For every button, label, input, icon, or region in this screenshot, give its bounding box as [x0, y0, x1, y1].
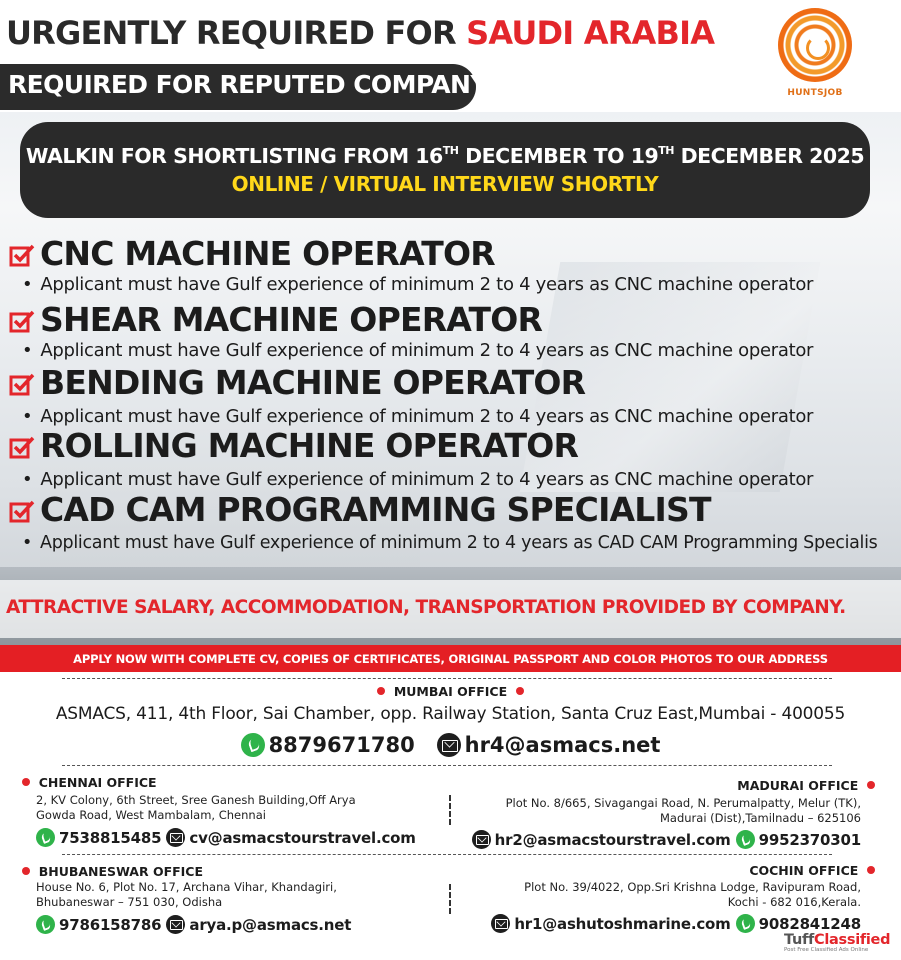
bullet-dot-icon [867, 781, 875, 789]
walkin-sup-1: TH [442, 144, 459, 157]
watermark-classified: Classified [814, 932, 891, 948]
job-title: ROLLING MACHINE OPERATOR [40, 426, 579, 465]
subtitle-bar [0, 64, 488, 110]
job-item [0, 363, 901, 425]
watermark-tagline: Post Free Classified Ads Online [784, 947, 869, 953]
madurai-contact [472, 830, 861, 849]
vertical-divider [449, 795, 451, 825]
madurai-office-title [737, 778, 875, 793]
tuffclassified-watermark [784, 932, 900, 960]
bhubaneswar-address-line1: House No. 6, Plot No. 17, Archana Vihar, Khandagiri, [36, 880, 337, 894]
chennai-title-text: CHENNAI OFFICE [38, 775, 157, 790]
job-item [0, 426, 901, 488]
whatsapp-icon [36, 915, 55, 934]
job-item [0, 234, 901, 296]
cochin-office-title [749, 863, 875, 878]
checkbox-icon [9, 500, 35, 524]
job-title: SHEAR MACHINE OPERATOR [40, 300, 543, 339]
email-icon [166, 915, 185, 934]
madurai-address-line2: Madurai (Dist),Tamilnadu – 625106 [659, 811, 861, 825]
bhubaneswar-office-title [22, 864, 203, 879]
cochin-address-line1: Plot No. 39/4022, Opp.Sri Krishna Lodge, Ravipuram Road, [524, 880, 861, 894]
mumbai-title-text: MUMBAI OFFICE [393, 684, 508, 699]
bullet-dot-icon [22, 778, 30, 786]
madurai-address-line1: Plot No. 8/665, Sivagangai Road, N. Perumalpatty, Melur (TK), [505, 796, 861, 810]
cochin-email[interactable]: hr1@ashutoshmarine.com [514, 915, 731, 933]
online-interview-text: ONLINE / VIRTUAL INTERVIEW SHORTLY [231, 172, 659, 196]
cochin-phone[interactable]: 9082841248 [758, 915, 861, 933]
watermark-logo [784, 932, 900, 948]
main-heading [6, 14, 714, 52]
job-item [0, 300, 901, 362]
email-icon [472, 830, 491, 849]
bullet-dot-icon [516, 687, 524, 695]
walkin-text-2: DECEMBER TO 19 [458, 144, 659, 168]
walkin-text-1: WALKIN FOR SHORTLISTING FROM 16 [25, 144, 443, 168]
checkbox-icon [9, 373, 35, 397]
bullet-dot-icon [867, 866, 875, 874]
cochin-title-text: COCHIN OFFICE [749, 863, 859, 878]
job-item [0, 490, 901, 552]
chennai-phone[interactable]: 7538815485 [59, 829, 162, 847]
mumbai-address: ASMACS, 411, 4th Floor, Sai Chamber, opp. Railway Station, Santa Cruz East,Mumbai - 400055 [55, 704, 846, 724]
cochin-address-line2: Kochi - 682 016,Kerala. [727, 895, 861, 909]
watermark-tuff: Tuff [784, 932, 815, 948]
salary-text: ATTRACTIVE SALARY, ACCOMMODATION, TRANSPORTATION PROVIDED BY COMPANY. [6, 597, 846, 618]
heading-prefix: URGENTLY REQUIRED FOR [6, 14, 467, 52]
cochin-address [524, 880, 861, 910]
job-requirement: • Applicant must have Gulf experience of minimum 2 to 4 years as CAD CAM Programming Specialis [22, 533, 878, 553]
job-title: BENDING MACHINE OPERATOR [40, 363, 586, 402]
bhubaneswar-title-text: BHUBANESWAR OFFICE [38, 864, 204, 879]
job-requirement: • Applicant must have Gulf experience of minimum 2 to 4 years as CNC machine operator [22, 340, 813, 361]
bhubaneswar-contact [36, 915, 351, 934]
walkin-banner [20, 122, 870, 218]
mumbai-contact [0, 733, 901, 757]
madurai-title-text: MADURAI OFFICE [737, 778, 859, 793]
chennai-address-line1: 2, KV Colony, 6th Street, Sree Ganesh Building,Off Arya [36, 793, 356, 807]
logo-ring-icon [778, 8, 852, 82]
job-requirement: • Applicant must have Gulf experience of minimum 2 to 4 years as CNC machine operator [22, 406, 813, 427]
apply-banner: APPLY NOW WITH COMPLETE CV, COPIES OF CERTIFICATES, ORIGINAL PASSPORT AND COLOR PHOTOS TO OUR ADDRESS [0, 645, 901, 672]
job-requirement: • Applicant must have Gulf experience of minimum 2 to 4 years as CNC machine operator [22, 274, 813, 295]
salary-banner [0, 580, 901, 638]
walkin-text-3: DECEMBER 2025 [673, 144, 865, 168]
email-icon [166, 828, 185, 847]
checkbox-icon [9, 244, 35, 268]
mumbai-email[interactable]: hr4@asmacs.net [464, 733, 661, 757]
huntsjob-logo [776, 8, 854, 104]
madurai-phone[interactable]: 9952370301 [758, 831, 861, 849]
email-icon [437, 733, 461, 757]
vertical-divider [449, 884, 451, 914]
checkbox-icon [9, 436, 35, 460]
mumbai-office-title [0, 684, 901, 699]
checkbox-icon [9, 310, 35, 334]
whatsapp-icon [241, 733, 265, 757]
whatsapp-icon [736, 914, 755, 933]
walkin-sup-2: TH [658, 144, 674, 157]
bullet-dot-icon [22, 867, 30, 875]
chennai-address [36, 793, 356, 823]
job-title: CAD CAM PROGRAMMING SPECIALIST [40, 490, 711, 529]
chennai-office-title [22, 775, 157, 790]
bhubaneswar-email[interactable]: arya.p@asmacs.net [189, 916, 352, 934]
mumbai-phone[interactable]: 8879671780 [268, 733, 415, 757]
divider [62, 854, 832, 855]
chennai-address-line2: Gowda Road, West Mambalam, Chennai [36, 808, 266, 822]
chennai-contact [36, 828, 416, 847]
whatsapp-icon [36, 828, 55, 847]
logo-text: HUNTSJOB [787, 88, 843, 98]
madurai-email[interactable]: hr2@asmacstourstravel.com [494, 831, 731, 849]
walkin-dates [20, 144, 870, 168]
cochin-contact [491, 914, 861, 933]
job-title: CNC MACHINE OPERATOR [40, 234, 495, 273]
bullet-dot-icon [377, 687, 385, 695]
heading-country: SAUDI ARABIA [466, 14, 715, 52]
bhubaneswar-address-line2: Bhubaneswar – 751 030, Odisha [36, 895, 223, 909]
subtitle-text: REQUIRED FOR REPUTED COMPANY [8, 70, 488, 99]
divider [62, 678, 832, 679]
bhubaneswar-address [36, 880, 337, 910]
bhubaneswar-phone[interactable]: 9786158786 [59, 916, 162, 934]
divider [62, 765, 832, 766]
job-requirement: • Applicant must have Gulf experience of minimum 2 to 4 years as CNC machine operator [22, 469, 813, 490]
madurai-address [506, 796, 861, 826]
email-icon [491, 914, 510, 933]
whatsapp-icon [736, 830, 755, 849]
chennai-email[interactable]: cv@asmacstourstravel.com [189, 829, 416, 847]
